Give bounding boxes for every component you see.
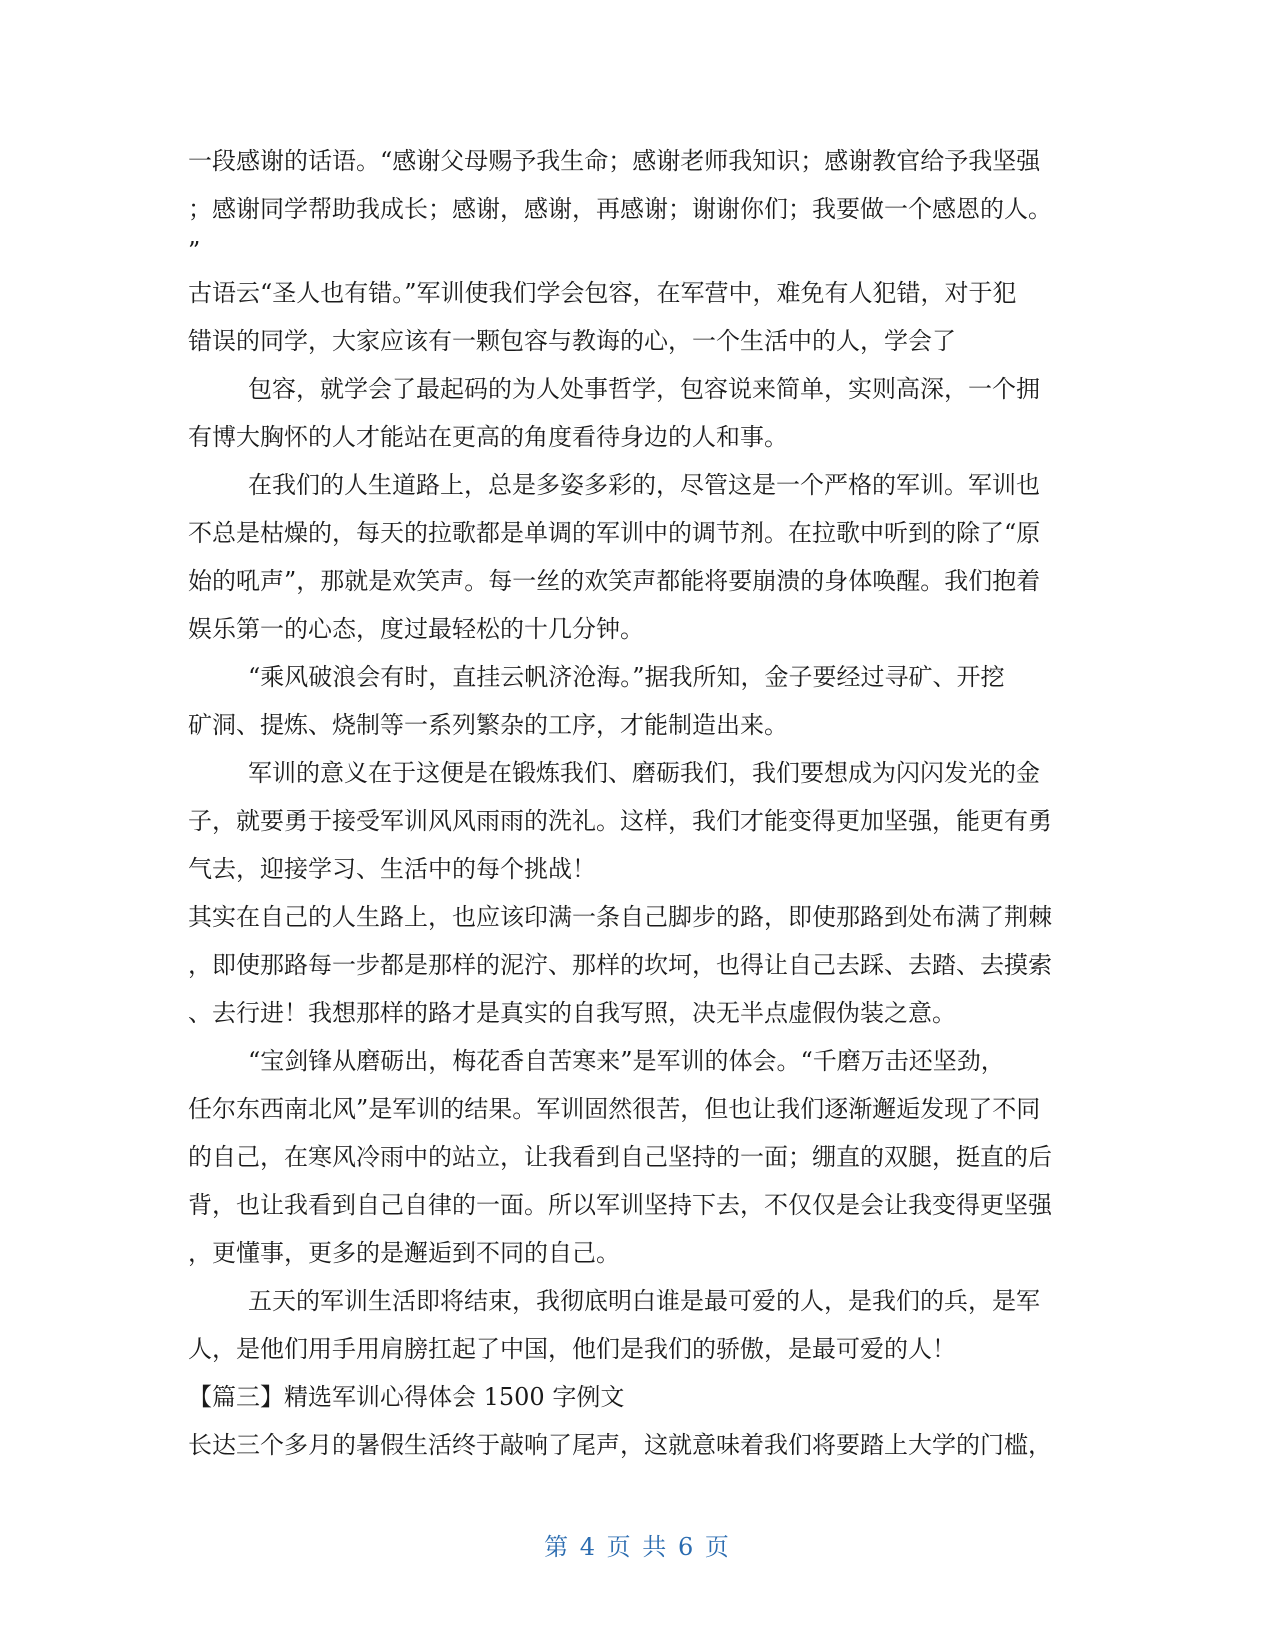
text-line: 娱乐第一的心态，度过最轻松的十几分钟。 [188,615,644,643]
text-line: 其实在自己的人生路上，也应该印满一条自己脚步的路，即使那路到处布满了荆棘 [188,903,1052,931]
text-line: 子，就要勇于接受军训风风雨雨的洗礼。这样，我们才能变得更加坚强，能更有勇 [188,807,1052,835]
text-line: 人，是他们用手用肩膀扛起了中国，他们是我们的骄傲，是最可爱的人！ [188,1335,956,1363]
text-line: 在我们的人生道路上，总是多姿多彩的，尽管这是一个严格的军训。军训也 [248,471,1040,499]
text-line: 一段感谢的话语。“感谢父母赐予我生命；感谢老师我知识；感谢教官给予我坚强 [188,147,1041,175]
text-line: ” [188,237,201,265]
document-body [188,137,1088,1469]
text-line: 军训的意义在于这便是在锻炼我们、磨砺我们，我们要想成为闪闪发光的金 [248,759,1040,787]
text-line: 【篇三】精选军训心得体会 1500 字例文 [188,1383,625,1411]
page-number-footer: 第 4 页 共 6 页 [544,1533,731,1561]
text-line: 长达三个多月的暑假生活终于敲响了尾声，这就意味着我们将要踏上大学的门槛， [188,1431,1052,1459]
text-line: 古语云“圣人也有错。”军训使我们学会包容，在军营中，难免有人犯错，对于犯 [188,279,1017,307]
text-line: 任尔东西南北风”是军训的结果。军训固然很苦，但也让我们逐渐邂逅发现了不同 [188,1095,1041,1123]
text-line: 包容，就学会了最起码的为人处事哲学，包容说来简单，实则高深，一个拥 [248,375,1040,403]
text-line: 气去，迎接学习、生活中的每个挑战！ [188,855,596,883]
text-line: “乘风破浪会有时，直挂云帆济沧海。”据我所知，金子要经过寻矿、开挖 [248,663,1005,691]
text-line: ，即使那路每一步都是那样的泥泞、那样的坎坷，也得让自己去踩、去踏、去摸索 [188,951,1052,979]
text-line: 始的吼声”，那就是欢笑声。每一丝的欢笑声都能将要崩溃的身体唤醒。我们抱着 [188,567,1041,595]
text-line: 的自己，在寒风冷雨中的站立，让我看到自己坚持的一面；绷直的双腿，挺直的后 [188,1143,1052,1171]
text-line: 背，也让我看到自己自律的一面。所以军训坚持下去，不仅仅是会让我变得更坚强 [188,1191,1052,1219]
text-line: 矿洞、提炼、烧制等一系列繁杂的工序，才能制造出来。 [188,711,788,739]
text-line: 有博大胸怀的人才能站在更高的角度看待身边的人和事。 [188,423,788,451]
text-line: 不总是枯燥的，每天的拉歌都是单调的军训中的调节剂。在拉歌中听到的除了“原 [188,519,1041,547]
text-line: 、去行进！我想那样的路才是真实的自我写照，决无半点虚假伪装之意。 [188,999,956,1027]
text-line: ；感谢同学帮助我成长；感谢，感谢，再感谢；谢谢你们；我要做一个感恩的人。 [188,195,1052,223]
text-line: ，更懂事，更多的是邂逅到不同的自己。 [188,1239,620,1267]
text-line: 错误的同学，大家应该有一颗包容与教诲的心，一个生活中的人，学会了 [188,327,956,355]
text-line: 五天的军训生活即将结束，我彻底明白谁是最可爱的人，是我们的兵，是军 [248,1287,1040,1315]
text-line: “宝剑锋从磨砺出，梅花香自苦寒来”是军训的体会。“千磨万击还坚劲， [248,1047,1005,1075]
